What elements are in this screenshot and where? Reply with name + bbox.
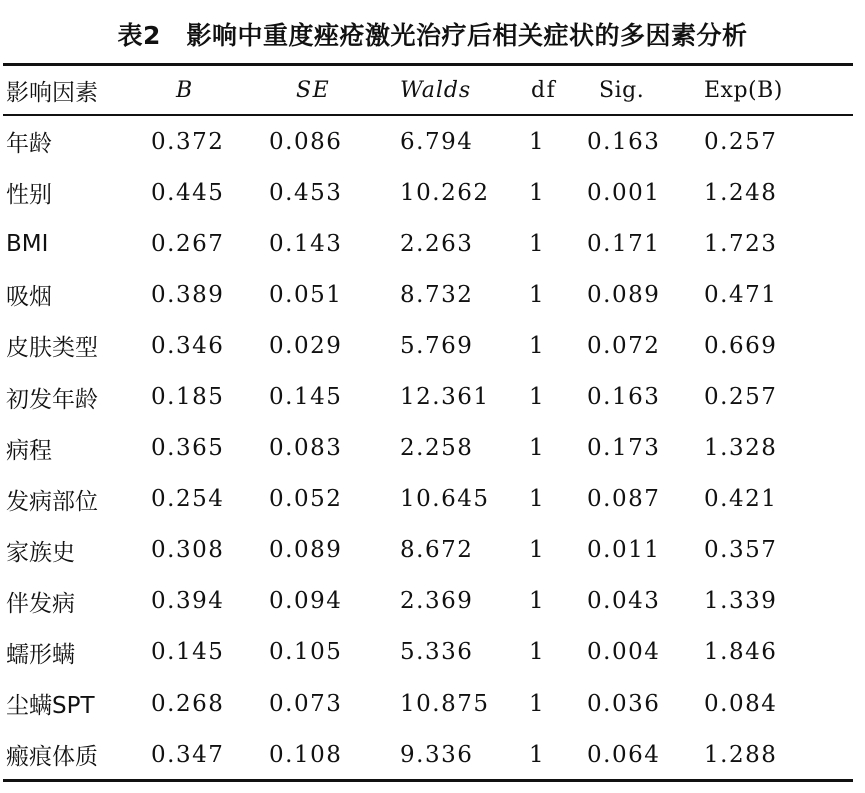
table-row [0, 627, 865, 678]
walds-cell: 8.732 [400, 281, 474, 308]
exp-b-cell: 0.471 [704, 281, 778, 308]
walds-cell: 9.336 [400, 741, 474, 768]
factor-cell: 尘螨SPT [6, 693, 95, 720]
header-factor: 影响因素 [6, 79, 98, 106]
table-row [0, 525, 865, 576]
sig-cell: 0.173 [587, 435, 661, 462]
se-cell: 0.029 [269, 332, 343, 359]
walds-cell: 6.794 [400, 128, 474, 155]
factor-cell: 家族史 [6, 539, 75, 566]
bottom-rule [3, 779, 853, 782]
factor-cell: BMI [6, 230, 49, 257]
df-cell: 1 [529, 384, 546, 411]
table-row [0, 423, 865, 474]
walds-cell: 2.369 [400, 588, 474, 615]
walds-cell: 10.645 [400, 486, 490, 513]
se-cell: 0.086 [269, 128, 343, 155]
b-cell: 0.445 [151, 179, 225, 206]
b-cell: 0.347 [151, 741, 225, 768]
df-cell: 1 [529, 435, 546, 462]
walds-cell: 5.769 [400, 332, 474, 359]
walds-cell: 2.258 [400, 435, 474, 462]
se-cell: 0.108 [269, 741, 343, 768]
b-cell: 0.185 [151, 384, 225, 411]
walds-cell: 2.263 [400, 230, 474, 257]
df-cell: 1 [529, 537, 546, 564]
exp-b-cell: 0.257 [704, 384, 778, 411]
header-row [0, 66, 865, 114]
walds-cell: 10.875 [400, 690, 490, 717]
exp-b-cell: 1.328 [704, 435, 778, 462]
se-cell: 0.105 [269, 639, 343, 666]
df-cell: 1 [529, 741, 546, 768]
df-cell: 1 [529, 230, 546, 257]
se-cell: 0.073 [269, 690, 343, 717]
factor-cell: 发病部位 [6, 488, 98, 515]
exp-b-cell: 0.257 [704, 128, 778, 155]
exp-b-cell: 1.846 [704, 639, 778, 666]
table-body [0, 116, 865, 780]
b-cell: 0.308 [151, 537, 225, 564]
table-header [0, 66, 865, 114]
b-cell: 0.145 [151, 639, 225, 666]
factor-cell: 伴发病 [6, 590, 75, 617]
walds-cell: 12.361 [400, 384, 490, 411]
b-cell: 0.372 [151, 128, 225, 155]
factor-cell: 病程 [6, 437, 52, 464]
b-cell: 0.267 [151, 230, 225, 257]
df-cell: 1 [529, 486, 546, 513]
table-row [0, 218, 865, 269]
exp-b-cell: 1.723 [704, 230, 778, 257]
walds-cell: 8.672 [400, 537, 474, 564]
b-cell: 0.394 [151, 588, 225, 615]
header-b: B [176, 77, 194, 103]
df-cell: 1 [529, 690, 546, 717]
exp-b-cell: 0.084 [704, 690, 778, 717]
table-row [0, 167, 865, 218]
walds-cell: 5.336 [400, 639, 474, 666]
header-walds: Walds [400, 77, 472, 103]
b-cell: 0.268 [151, 690, 225, 717]
walds-cell: 10.262 [400, 179, 490, 206]
b-cell: 0.365 [151, 435, 225, 462]
sig-cell: 0.001 [587, 179, 661, 206]
df-cell: 1 [529, 588, 546, 615]
exp-b-cell: 0.669 [704, 332, 778, 359]
header-exp-b: Exp(B) [704, 77, 783, 103]
header-df: df [531, 77, 557, 103]
sig-cell: 0.163 [587, 384, 661, 411]
factor-cell: 瘢痕体质 [6, 744, 98, 771]
b-cell: 0.346 [151, 332, 225, 359]
header-se: SE [296, 77, 331, 103]
table-row [0, 729, 865, 780]
sig-cell: 0.004 [587, 639, 661, 666]
header-sig: Sig. [599, 77, 645, 103]
b-cell: 0.254 [151, 486, 225, 513]
sig-cell: 0.036 [587, 690, 661, 717]
factor-cell: 蠕形螨 [6, 641, 75, 668]
exp-b-cell: 1.288 [704, 741, 778, 768]
exp-b-cell: 1.248 [704, 179, 778, 206]
table-row [0, 678, 865, 729]
sig-cell: 0.171 [587, 230, 661, 257]
se-cell: 0.052 [269, 486, 343, 513]
sig-cell: 0.089 [587, 281, 661, 308]
factor-cell: 年龄 [6, 131, 52, 158]
exp-b-cell: 0.357 [704, 537, 778, 564]
table-title: 表2 影响中重度痤疮激光治疗后相关症状的多因素分析 [117, 21, 748, 50]
b-cell: 0.389 [151, 281, 225, 308]
sig-cell: 0.163 [587, 128, 661, 155]
table-row [0, 474, 865, 525]
df-cell: 1 [529, 179, 546, 206]
df-cell: 1 [529, 639, 546, 666]
sig-cell: 0.011 [587, 537, 661, 564]
table-row [0, 116, 865, 167]
df-cell: 1 [529, 128, 546, 155]
exp-b-cell: 0.421 [704, 486, 778, 513]
factor-cell: 性别 [6, 182, 52, 209]
se-cell: 0.143 [269, 230, 343, 257]
se-cell: 0.453 [269, 179, 343, 206]
factor-cell: 皮肤类型 [6, 335, 98, 362]
sig-cell: 0.043 [587, 588, 661, 615]
df-cell: 1 [529, 281, 546, 308]
sig-cell: 0.064 [587, 741, 661, 768]
se-cell: 0.051 [269, 281, 343, 308]
se-cell: 0.145 [269, 384, 343, 411]
se-cell: 0.083 [269, 435, 343, 462]
factor-cell: 初发年龄 [6, 386, 98, 413]
se-cell: 0.089 [269, 537, 343, 564]
sig-cell: 0.072 [587, 332, 661, 359]
exp-b-cell: 1.339 [704, 588, 778, 615]
df-cell: 1 [529, 332, 546, 359]
table-row [0, 269, 865, 320]
table-row [0, 320, 865, 371]
se-cell: 0.094 [269, 588, 343, 615]
table-row [0, 371, 865, 422]
factor-cell: 吸烟 [6, 284, 52, 311]
sig-cell: 0.087 [587, 486, 661, 513]
table-row [0, 576, 865, 627]
